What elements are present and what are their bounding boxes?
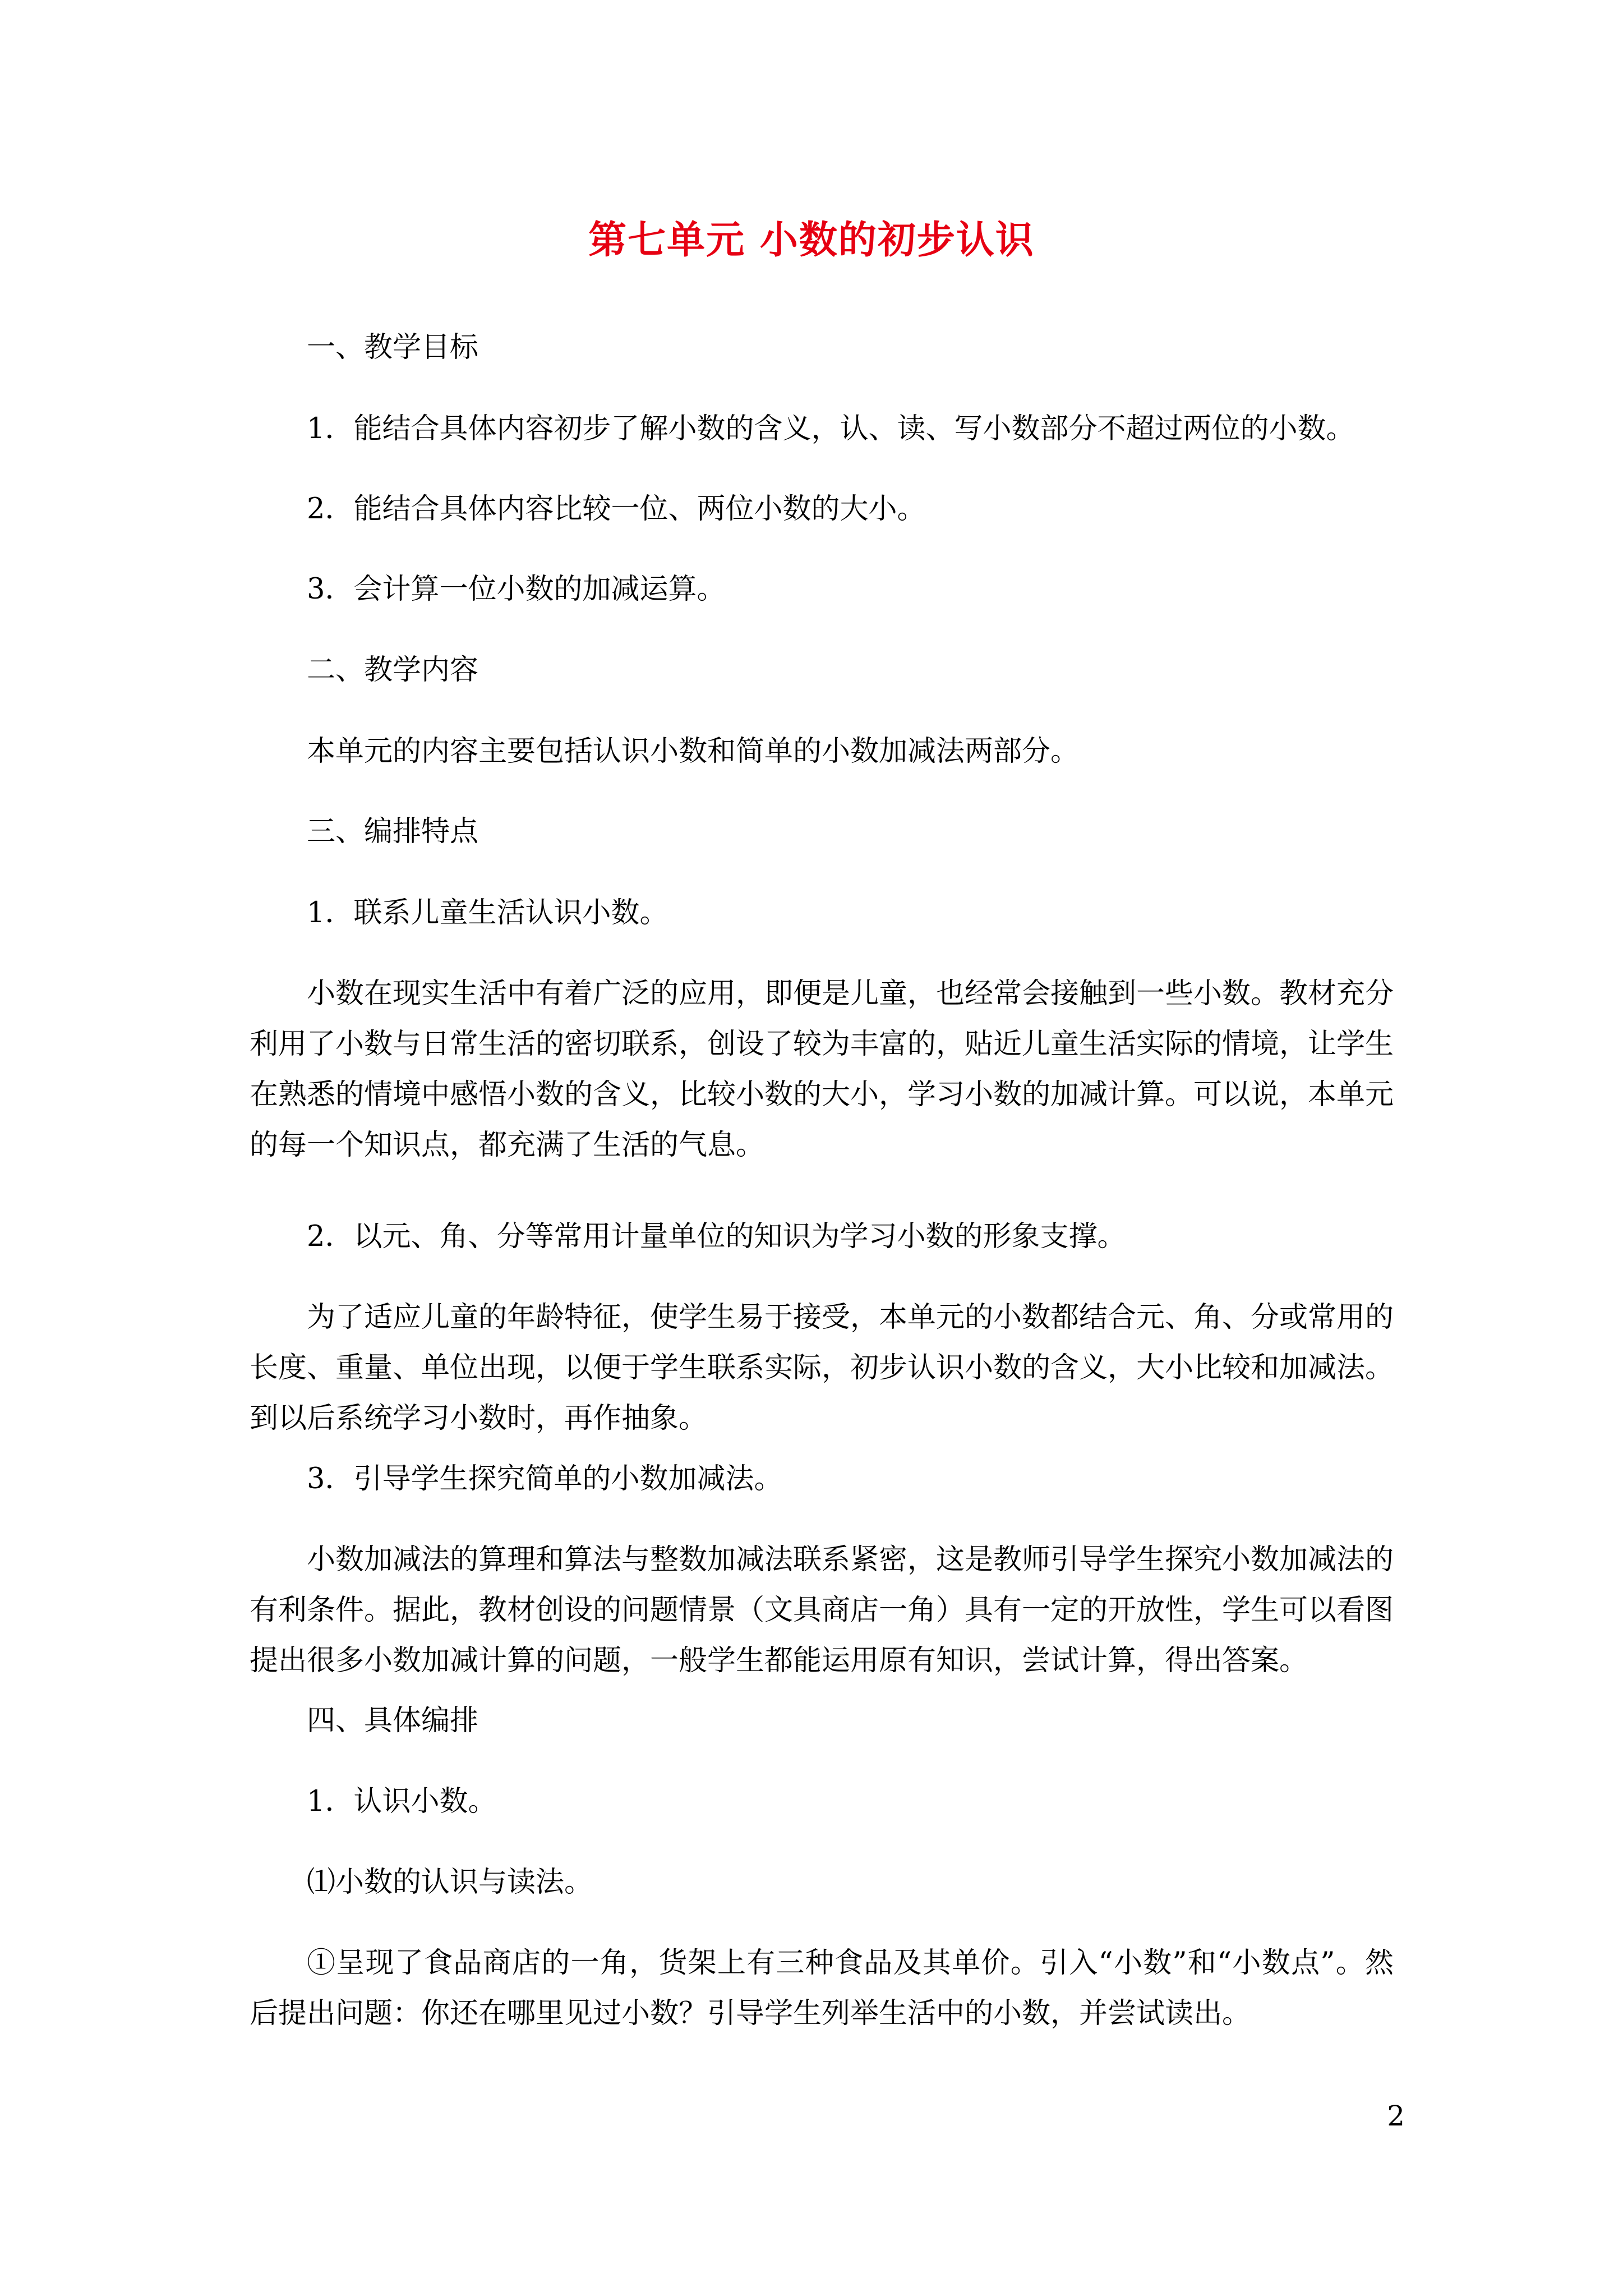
section-heading: 三、编排特点 (307, 815, 479, 848)
body-paragraph: 本单元的内容主要包括认识小数和简单的小数加减法两部分。 (307, 735, 1080, 768)
body-paragraph: ①呈现了食品商店的一角，货架上有三种食品及其单价。引入“小数”和“小数点”。然后提出问题：你还在哪里见过小数？引导学生列举生活中的小数，并尝试读出。 (250, 1947, 1394, 2030)
sub-heading: 1．认识小数。 (307, 1785, 497, 1818)
objective-item: 3．会计算一位小数的加减运算。 (307, 573, 726, 606)
body-paragraph: 小数在现实生活中有着广泛的应用，即便是儿童，也经常会接触到一些小数。教材充分利用了小数与日常生活的密切联系，创设了较为丰富的，贴近儿童生活实际的情境，让学生在熟悉的情境中感悟小数的含义，比较小数的大小，学习小数的加减计算。可以说，本单元的每一个知识点，都充满了生活的气息。 (250, 977, 1394, 1162)
body-paragraph: 为了适应儿童的年龄特征，使学生易于接受，本单元的小数都结合元、角、分或常用的长度、重量、单位出现，以便于学生联系实际，初步认识小数的含义，大小比较和加减法。到以后系统学习小数时，再作抽象。 (250, 1301, 1394, 1435)
sub-heading: 1．联系儿童生活认识小数。 (307, 896, 668, 930)
section-heading: 一、教学目标 (307, 331, 479, 364)
section-heading: 二、教学内容 (307, 654, 479, 687)
body-paragraph: 小数加减法的算理和算法与整数加减法联系紧密，这是教师引导学生探究小数加减法的有利条件。据此，教材创设的问题情景（文具商店一角）具有一定的开放性，学生可以看图提出很多小数加减计算的问题，一般学生都能运用原有知识，尝试计算，得出答案。 (250, 1543, 1394, 1677)
sub-heading: ⑴小数的认识与读法。 (307, 1866, 593, 1899)
objective-item: 1．能结合具体内容初步了解小数的含义，认、读、写小数部分不超过两位的小数。 (307, 412, 1355, 445)
page-title: 第七单元 小数的初步认识 (588, 218, 1035, 263)
objective-item: 2．能结合具体内容比较一位、两位小数的大小。 (307, 493, 926, 526)
sub-heading: 3．引导学生探究简单的小数加减法。 (307, 1462, 783, 1496)
sub-heading: 2．以元、角、分等常用计量单位的知识为学习小数的形象支撑。 (307, 1220, 1126, 1253)
section-heading: 四、具体编排 (307, 1704, 479, 1737)
page-number: 2 (1387, 2100, 1405, 2132)
